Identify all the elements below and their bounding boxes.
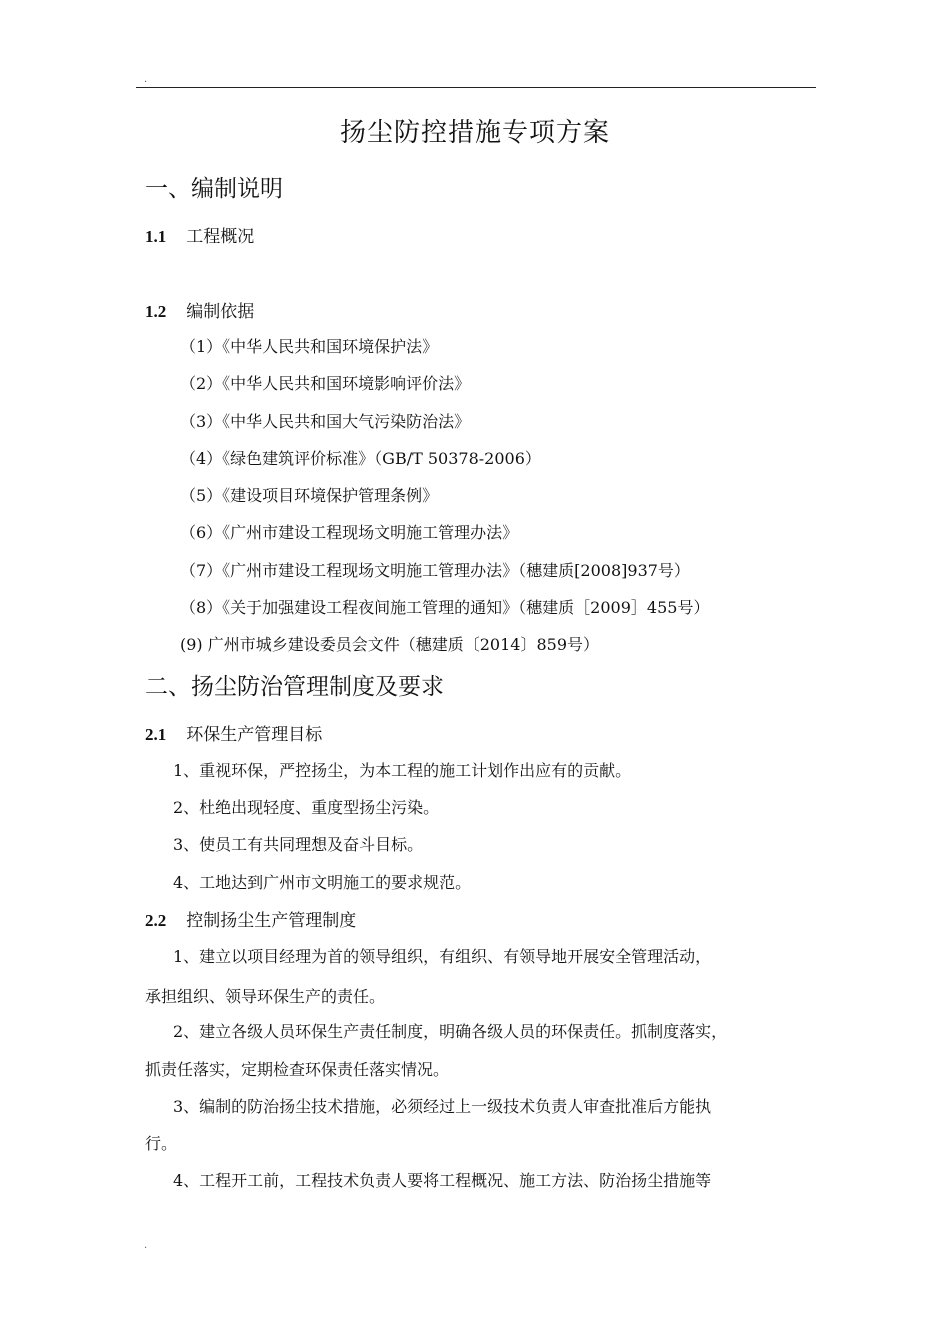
subsection-1-2 <box>145 297 254 322</box>
rule-line: 4、工程开工前，工程技术负责人要将工程概况、施工方法、防治扬尘措施等 <box>173 1171 712 1190</box>
reference-item: (9) 广州市城乡建设委员会文件（穗建质〔2014〕859号） <box>180 635 600 654</box>
rule-line-continued: 抓责任落实，定期检查环保责任落实情况。 <box>145 1060 450 1079</box>
reference-item: （6）《广州市建设工程现场文明施工管理办法》 <box>180 523 519 542</box>
rule-line-continued: 承担组织、领导环保生产的责任。 <box>145 987 386 1006</box>
subsection-label: 环保生产管理目标 <box>186 725 323 745</box>
document-title: 扬尘防控措施专项方案 <box>339 118 610 148</box>
subsection-label: 控制扬尘生产管理制度 <box>186 911 357 931</box>
rule-line: 2、建立各级人员环保生产责任制度，明确各级人员的环保责任。抓制度落实， <box>173 1022 728 1041</box>
rule-line: 3、编制的防治扬尘技术措施，必须经过上一级技术负责人审查批准后方能执 <box>173 1097 712 1116</box>
reference-item: （2）《中华人民共和国环境影响评价法》 <box>180 374 471 393</box>
reference-item: （7）《广州市建设工程现场文明施工管理办法》（穗建质[2008]937号） <box>180 561 690 580</box>
subsection-1-1 <box>145 222 254 247</box>
reference-item: （1）《中华人民共和国环境保护法》 <box>180 337 439 356</box>
reference-item: （8）《关于加强建设工程夜间施工管理的通知》（穗建质［2009］455号） <box>180 598 710 617</box>
subsection-number: 2.1 <box>145 725 167 744</box>
reference-item: （5）《建设项目环境保护管理条例》 <box>180 486 439 505</box>
rule-line-continued: 行。 <box>145 1134 178 1153</box>
header-mark: . <box>144 74 148 85</box>
subsection-number: 2.2 <box>145 911 167 930</box>
subsection-number: 1.2 <box>145 302 167 321</box>
footer-mark: . <box>144 1240 148 1251</box>
subsection-2-1 <box>145 720 322 745</box>
subsection-2-2 <box>145 906 356 931</box>
section-2-heading: 二、扬尘防治管理制度及要求 <box>145 674 444 700</box>
subsection-number: 1.1 <box>145 227 167 246</box>
goal-item: 1、重视环保，严控扬尘，为本工程的施工计划作出应有的贡献。 <box>173 761 632 780</box>
goal-item: 4、工地达到广州市文明施工的要求规范。 <box>173 873 472 892</box>
reference-item: （3）《中华人民共和国大气污染防治法》 <box>180 412 471 431</box>
rule-line: 1、建立以项目经理为首的领导组织，有组织、有领导地开展安全管理活动， <box>173 947 712 966</box>
section-1-heading: 一、编制说明 <box>145 176 283 202</box>
reference-item: （4）《绿色建筑评价标准》（GB/T 50378-2006） <box>180 449 541 468</box>
goal-item: 2、杜绝出现轻度、重度型扬尘污染。 <box>173 798 440 817</box>
header-rule <box>136 87 816 88</box>
goal-item: 3、使员工有共同理想及奋斗目标。 <box>173 835 424 854</box>
subsection-label: 编制依据 <box>186 302 255 322</box>
subsection-label: 工程概况 <box>186 227 255 247</box>
